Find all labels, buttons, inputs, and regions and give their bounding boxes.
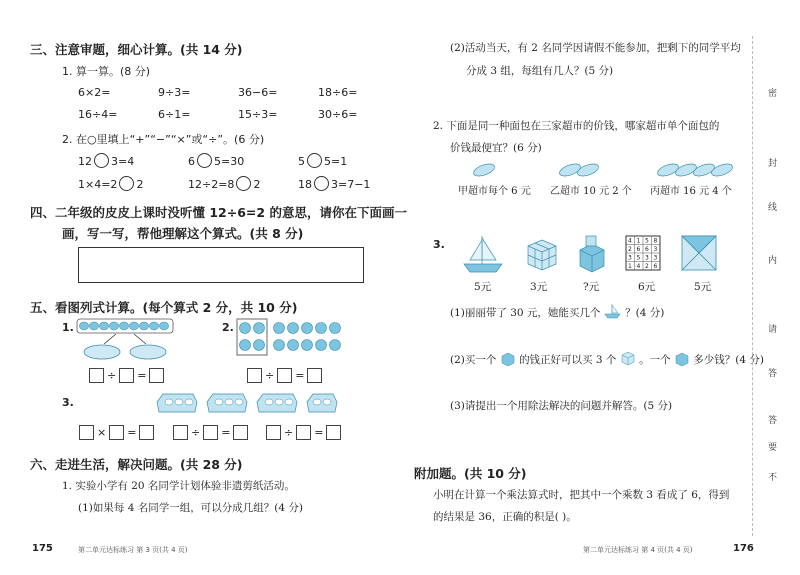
q6-1a-text: (1)如果每 4 名同学一组，可以分成几组？(4 分): [78, 502, 303, 514]
shop-b-label: 乙超市 10 元 2 个: [550, 186, 632, 197]
operator-circle[interactable]: [307, 153, 322, 168]
sidebar-char: 密: [768, 89, 778, 99]
fill-2-2: 12÷2=8 2: [188, 178, 261, 191]
calc-2-3: 15÷3=: [238, 108, 278, 121]
calc-2-1: 16÷4=: [78, 108, 118, 121]
calc-2-4: 30÷6=: [318, 108, 358, 121]
sudoku-digit: 3: [653, 254, 658, 262]
operator-circle[interactable]: [197, 153, 212, 168]
q6-2-line2: 价钱最便宜？(6 分): [450, 142, 542, 154]
calc-1-3: 36−6=: [238, 86, 278, 99]
q5-3-num: 3.: [62, 396, 74, 409]
price-cube: 3元: [530, 281, 548, 293]
sidebar-char: 线: [768, 203, 778, 213]
q1-title: 1. 算一算。(8 分): [62, 65, 151, 78]
binding-line: [752, 36, 754, 536]
answer-box[interactable]: [119, 368, 134, 383]
answer-box[interactable]: [139, 425, 154, 440]
sudoku-digit: 2: [628, 246, 632, 253]
section5-title: 五、看图列式计算。(每个算式 2 分，共 10 分): [30, 300, 298, 315]
sidebar-char: 答: [768, 416, 778, 426]
q6-3a-text: (1)丽丽带了 30 元，她能买几个 ？(4 分): [450, 303, 664, 320]
answer-box[interactable]: [173, 425, 188, 440]
equation-5-2: ÷ =: [246, 368, 323, 383]
q6-1b-line2: 分成 3 组，每组有几人？(5 分): [466, 65, 614, 77]
sudoku-digit: 2: [645, 263, 649, 270]
cube-icon: [620, 350, 636, 366]
page-number-right: 176: [733, 543, 754, 554]
shop-a-label: 甲超市每个 6 元: [458, 186, 531, 197]
answer-box[interactable]: [79, 425, 94, 440]
sudoku-digit: 3: [628, 254, 632, 262]
section3-title: 三、注意审题，细心计算。(共 14 分): [30, 42, 243, 57]
operator-circle[interactable]: [236, 176, 251, 191]
sidebar-char: 请: [768, 325, 778, 335]
equation-5-3a: × =: [78, 425, 155, 440]
equation-5-1: ÷ =: [88, 368, 165, 383]
calc-1-4: 18÷6=: [318, 86, 358, 99]
answer-box[interactable]: [203, 425, 218, 440]
operator-circle[interactable]: [314, 176, 329, 191]
sidebar-char: 不: [768, 473, 778, 483]
section4-line2: 画，写一写，帮他理解这个算式。(共 8 分): [62, 226, 304, 241]
calc-1-1: 6×2=: [78, 86, 111, 99]
block-icon: [500, 350, 516, 366]
apples-in-plates-illustration: [76, 318, 176, 364]
fill-1-2: 6 5=30: [188, 155, 245, 168]
sidebar-char: 答: [768, 369, 778, 379]
grouped-apples-illustration: [236, 318, 352, 358]
ship-icon: [604, 303, 622, 319]
price-ship: 5元: [474, 281, 492, 293]
tangram-icon: [682, 236, 716, 270]
answer-box[interactable]: [149, 368, 164, 383]
calc-1-2: 9÷3=: [158, 86, 191, 99]
answer-box[interactable]: [307, 368, 322, 383]
bonus-line1: 小明在计算一个乘法算式时，把其中一个乘数 3 看成了 6，得到: [433, 489, 730, 501]
sudoku-digit: 5: [645, 237, 649, 245]
bonus-line2: 的结果是 36，正确的积是( )。: [433, 511, 577, 523]
toy-items-illustration: [462, 232, 732, 276]
fill-2-3: 18 3=7−1: [298, 178, 371, 191]
answer-box[interactable]: [89, 368, 104, 383]
q2-title: 2. 在○里填上“+”“−”“×”或“÷”。(6 分): [62, 133, 265, 146]
fill-2-1: 1×4=2 2: [78, 178, 144, 191]
q6-1-text: 1. 实验小学有 20 名同学计划体验非遗剪纸活动。: [62, 480, 295, 492]
sidebar-char: 封: [768, 159, 778, 169]
sudoku-digit: 6: [653, 263, 658, 270]
fill-1-1: 12 3=4: [78, 155, 135, 168]
answer-box[interactable]: [109, 425, 124, 440]
page-number-left: 175: [32, 543, 53, 554]
sidebar-char: 内: [768, 256, 778, 266]
shop-c-label: 丙超市 16 元 4 个: [650, 186, 732, 197]
sudoku-digit: 1: [628, 263, 632, 270]
answer-box[interactable]: [326, 425, 341, 440]
sudoku-digit: 6: [636, 246, 641, 253]
operator-circle[interactable]: [119, 176, 134, 191]
section6-title: 六、走进生活，解决问题。(共 28 分): [30, 457, 243, 472]
egg-cartons-illustration: [155, 390, 345, 416]
q5-2-num: 2.: [222, 321, 234, 334]
operator-circle[interactable]: [94, 153, 109, 168]
cube-icon: [528, 240, 556, 270]
answer-box[interactable]: [296, 425, 311, 440]
sudoku-digit: 5: [636, 254, 641, 262]
block-icon: [580, 236, 604, 272]
sudoku-digit: 6: [645, 246, 649, 253]
footer-text-right: 第二单元达标练习 第 4 页(共 4 页): [583, 546, 693, 554]
section4-line1: 四、二年级的皮皮上课时没听懂 12÷6=2 的意思，请你在下面画一: [30, 205, 407, 220]
calc-2-2: 6÷1=: [158, 108, 191, 121]
answer-box[interactable]: [247, 368, 262, 383]
price-tangram: 5元: [694, 281, 712, 293]
q6-3c-text: (3)请提出一个用除法解决的问题并解答。(5 分): [450, 400, 673, 412]
price-sudoku: 6元: [638, 281, 656, 293]
sudoku-digit: 3: [645, 254, 649, 262]
sudoku-digit: 8: [653, 237, 658, 245]
sudoku-digit: 4: [636, 263, 641, 270]
bread-illustrations: [470, 160, 750, 180]
q6-3b-text: (2)买一个 的钱正好可以买 3 个 。一个 多少钱？(4 分): [450, 350, 764, 367]
ship-icon: [464, 236, 502, 272]
equation-5-3b: ÷ =: [172, 425, 249, 440]
q6-3-num: 3.: [433, 238, 445, 251]
sudoku-digit: 1: [636, 237, 641, 245]
price-block: ?元: [583, 281, 600, 293]
footer-text-left: 第二单元达标练习 第 3 页(共 4 页): [78, 546, 188, 554]
answer-box[interactable]: [233, 425, 248, 440]
q5-1-num: 1.: [62, 321, 74, 334]
q6-1b-line1: (2)活动当天，有 2 名同学因请假不能参加，把剩下的同学平均: [450, 42, 741, 54]
fill-1-3: 5 5=1: [298, 155, 348, 168]
equation-5-3c: ÷ =: [265, 425, 342, 440]
answer-box[interactable]: [277, 368, 292, 383]
sudoku-digit: 4: [628, 237, 632, 245]
q6-2-line1: 2. 下面是同一种面包在三家超市的价钱，哪家超市单个面包的: [433, 120, 720, 132]
answer-box[interactable]: [266, 425, 281, 440]
bonus-title: 附加题。(共 10 分): [414, 466, 527, 481]
sudoku-digit: 3: [653, 246, 658, 253]
drawing-answer-box[interactable]: [78, 247, 364, 283]
block-icon: [674, 350, 690, 366]
sidebar-char: 要: [768, 443, 778, 453]
